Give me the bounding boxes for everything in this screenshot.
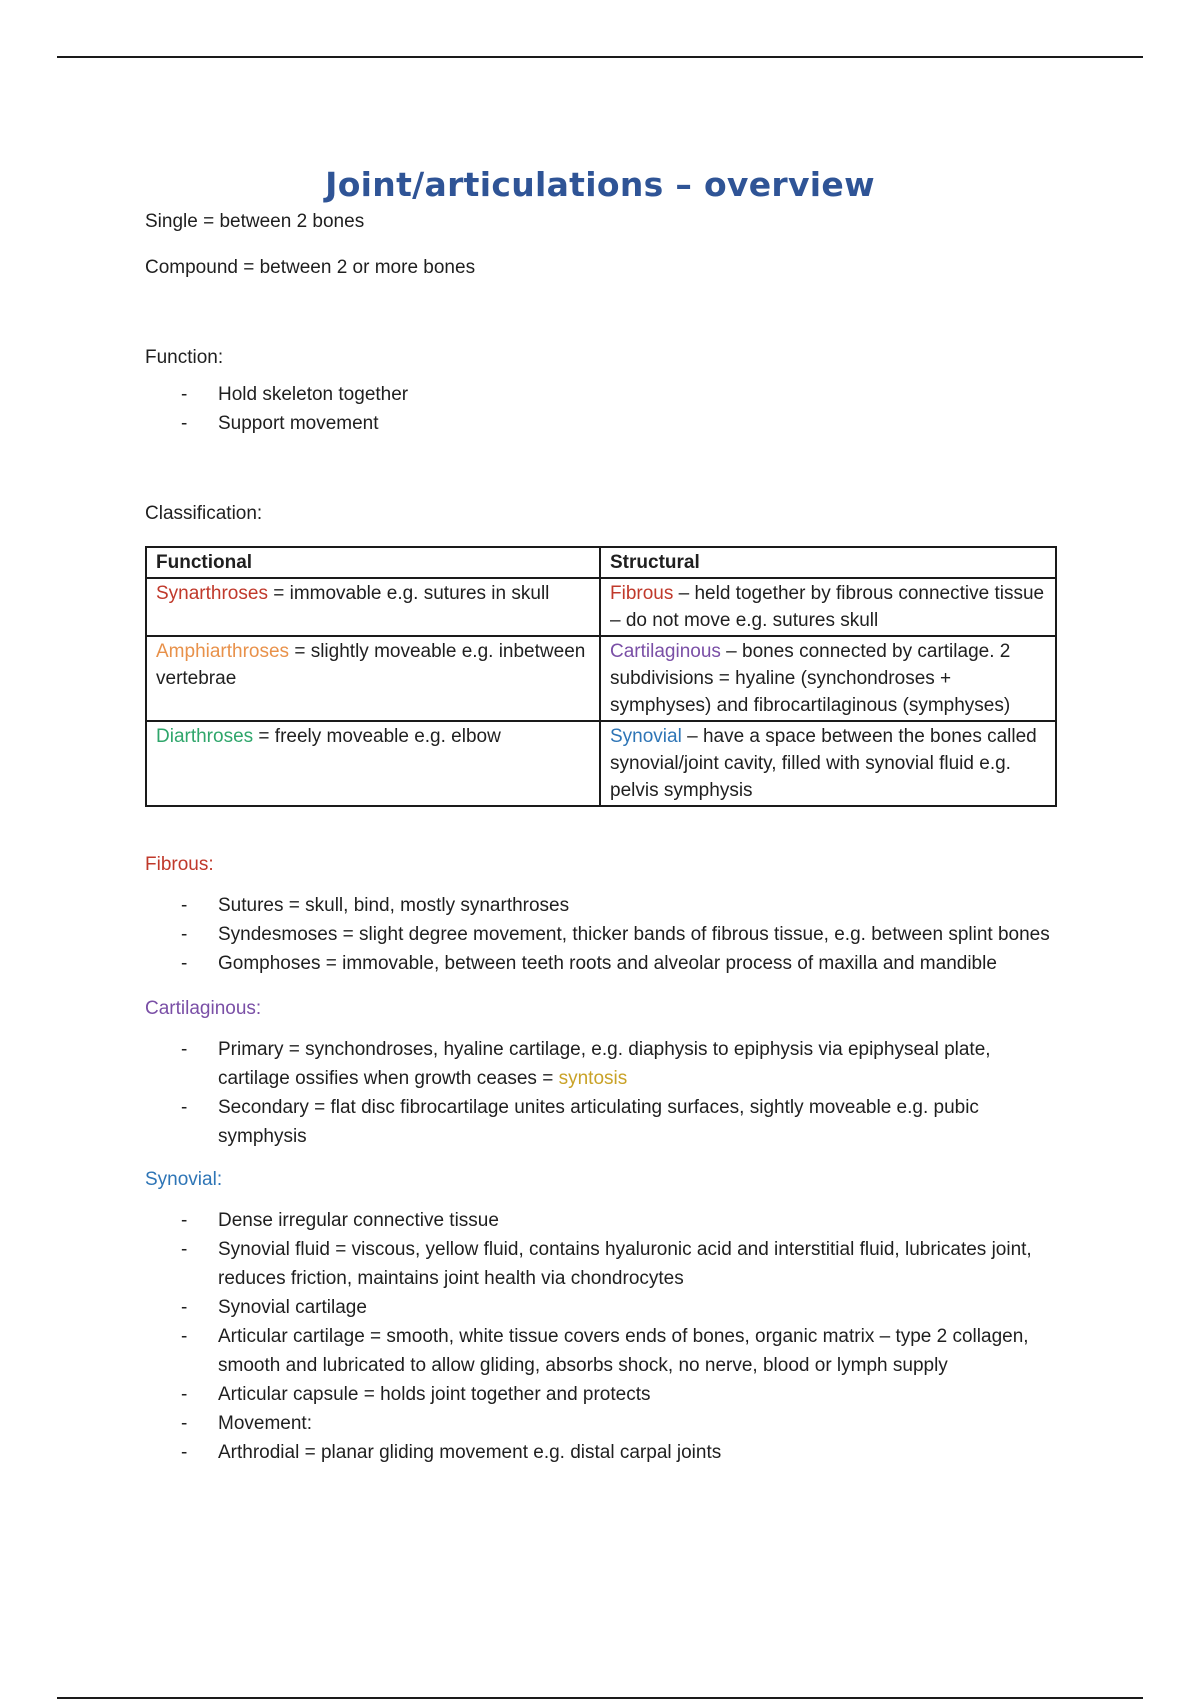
header-rule (57, 56, 1143, 58)
document-body (145, 165, 1055, 1467)
term-synovial: Synovial (610, 726, 682, 747)
cell-text: – bones connected by cartilage. 2 subdivisions = hyaline (synchondroses + symphyses) and fibrocartilaginous (symphyses) (610, 641, 1011, 716)
list-item: - Secondary = flat disc fibrocartilage unites articulating surfaces, sightly moveable e.g. pubic symphysis (145, 1093, 1055, 1151)
table-cell (146, 636, 600, 721)
fibrous-heading: Fibrous: (145, 854, 214, 875)
list-item: - Articular cartilage = smooth, white tissue covers ends of bones, organic matrix – type 2 collagen, smooth and lubricated to allow gliding, absorbs shock, no nerve, blood or lymph supply (145, 1322, 1055, 1380)
classification-heading: Classification: (145, 503, 263, 524)
list-item: - Gomphoses = immovable, between teeth roots and alveolar process of maxilla and mandible (145, 949, 1055, 978)
list-item: - Arthrodial = planar gliding movement e.g. distal carpal joints (145, 1438, 1055, 1467)
table-header-functional: Functional (146, 547, 600, 578)
synovial-list (145, 1206, 1055, 1467)
term-synarthroses: Synarthroses (156, 583, 268, 604)
list-item: - Syndesmoses = slight degree movement, thicker bands of fibrous tissue, e.g. between splint bones (145, 920, 1055, 949)
synovial-heading: Synovial: (145, 1169, 223, 1190)
intro-single: Single = between 2 bones (145, 211, 365, 232)
term-syntosis: syntosis (558, 1068, 628, 1089)
cell-text: – have a space between the bones called synovial/joint cavity, filled with synovial fluid e.g. pelvis symphysis (610, 726, 1037, 801)
term-diarthroses: Diarthroses (156, 726, 254, 747)
list-item (145, 1035, 1055, 1093)
footer-rule (57, 1697, 1143, 1699)
table-header-structural: Structural (600, 547, 1056, 578)
list-item: - Movement: (145, 1409, 1055, 1438)
list-item: - Support movement (145, 409, 1055, 438)
cell-text: = slightly moveable e.g. inbetween vertebrae (156, 641, 586, 689)
cell-text: = immovable e.g. sutures in skull (267, 583, 550, 604)
cartilaginous-list (145, 1035, 1055, 1151)
cartilaginous-heading: Cartilaginous: (145, 998, 262, 1019)
list-item: - Synovial cartilage (145, 1293, 1055, 1322)
table-cell (146, 578, 600, 636)
table-row (146, 721, 1056, 806)
list-item: - Synovial fluid = viscous, yellow fluid, contains hyaluronic acid and interstitial fluid, lubricates joint, reduces friction, maintains joint health via chondrocytes (145, 1235, 1055, 1293)
term-cartilaginous: Cartilaginous (610, 641, 721, 662)
classification-table (145, 546, 1057, 807)
function-heading: Function: (145, 347, 224, 368)
function-list (145, 380, 1055, 438)
cell-text: = freely moveable e.g. elbow (253, 726, 501, 747)
table-cell (600, 636, 1056, 721)
list-item: - Articular capsule = holds joint together and protects (145, 1380, 1055, 1409)
table-header-row (146, 547, 1056, 578)
cell-text: – held together by fibrous connective tissue – do not move e.g. sutures skull (610, 583, 1045, 631)
list-item: - Sutures = skull, bind, mostly synarthroses (145, 891, 1055, 920)
list-item: - Hold skeleton together (145, 380, 1055, 409)
fibrous-list (145, 891, 1055, 978)
table-cell (600, 721, 1056, 806)
term-amphiarthroses: Amphiarthroses (156, 641, 290, 662)
list-item: - Dense irregular connective tissue (145, 1206, 1055, 1235)
table-row (146, 636, 1056, 721)
table-cell (600, 578, 1056, 636)
term-fibrous: Fibrous (610, 583, 674, 604)
page-title: Joint/articulations – overview (325, 165, 875, 204)
primary-text: Primary = synchondroses, hyaline cartilage, e.g. diaphysis to epiphysis via epiphyseal plate, cartilage ossifies when growth ceases = (218, 1039, 991, 1089)
table-row (146, 578, 1056, 636)
intro-compound: Compound = between 2 or more bones (145, 257, 476, 278)
table-cell (146, 721, 600, 806)
